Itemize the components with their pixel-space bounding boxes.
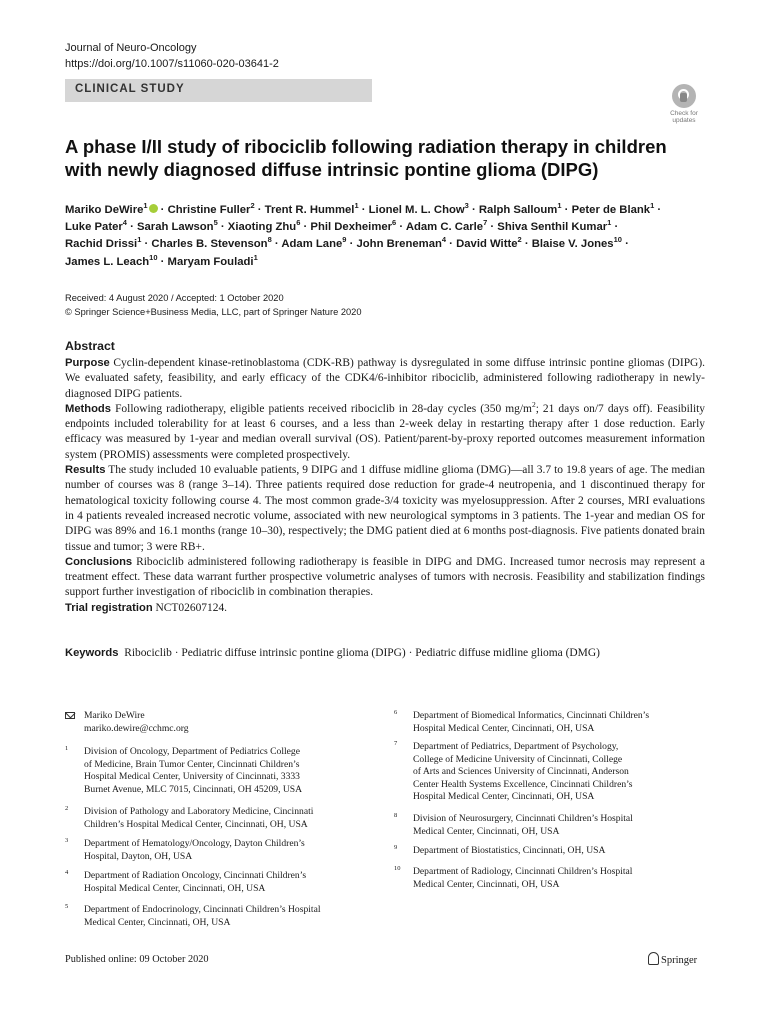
springer-horse-icon xyxy=(648,952,659,965)
abstract-methods: Methods Following radiotherapy, eligible patients received ribociclib in 28-day cycles (350 $mg/m^2$; 21 days on/7 days off). Feasibility endpoints included tolerability for at least 6 courses, and a less than 2-week delay in restarting therapy after 1 dose reduction. Early efficacy was measured by 1-year and median overall survival (OS). Patient/parent-by-proxy reported outcomes measurement information system (PROMIS) assessments were completed prospectively. xyxy=(65,400,706,461)
badge-text: Check for updates xyxy=(670,110,698,124)
author-affiliation-mark: 1 xyxy=(253,252,258,262)
affiliation-line: Hospital Medical Center, Cincinnati, OH, USA xyxy=(84,882,266,894)
affiliation-number: 2 xyxy=(65,805,69,812)
check-for-updates-badge[interactable] xyxy=(664,84,704,126)
abstract-trial-registration: Trial registration NCT02607124. xyxy=(65,601,228,614)
affiliation-number: 6 xyxy=(394,709,398,716)
orcid-icon[interactable] xyxy=(149,204,158,213)
affiliation-line: Department of Radiation Oncology, Cincinnati Children’s xyxy=(84,870,307,881)
affiliation-line: Department of Pediatrics, Department of Psychology, xyxy=(413,741,619,752)
affiliation-line: Hospital Medical Center, Cincinnati, OH, USA xyxy=(413,791,595,803)
affiliation-line: College of Medicine University of Cincinnati, College xyxy=(413,753,623,765)
author-name[interactable]: Xiaoting Zhu xyxy=(227,221,297,234)
affiliation-line: Children’s Hospital Medical Center, Cincinnati, OH, USA xyxy=(84,818,308,830)
copyright: © Springer Science+Business Media, LLC, part of Springer Nature 2020 xyxy=(65,307,362,317)
author-name[interactable]: Sarah Lawson xyxy=(136,221,214,234)
abstract-results: Results The study included 10 evaluable patients, 9 DIPG and 1 diffuse midline glioma (DMG)—all 3.7 to 19.8 years of age. The median number of courses was 8 (range 3–14). Three patients required dose reduction for grade-4 neutropenia, and 1 discontinued therapy for hematological toxicity following course 4. The most common grade-3/4 toxicity was myelosuppression. After 2 courses, MRI evaluations in 4 patients revealed increased necrotic volume, associated with new neurological symptoms in 3 patients. The 1-year and median OS for DIPG was 89% and 16.1 months (range 10–30), respectively; the DMG patient died at 6 months post-diagnosis. Five patients donated brain tissue and tumor; 3 were RB+. xyxy=(65,464,706,553)
author-affiliation-mark: 2 xyxy=(517,235,522,245)
keywords-label: Keywords xyxy=(65,647,119,659)
author-affiliation-mark: 1 xyxy=(143,201,148,211)
author-name[interactable]: Mariko DeWire xyxy=(65,204,144,216)
author-name[interactable]: Maryam Fouladi xyxy=(167,255,254,268)
keywords xyxy=(65,647,705,659)
affiliation-line: Hospital Medical Center, Cincinnati, OH, USA xyxy=(413,722,595,734)
publisher-name: Springer xyxy=(661,955,698,966)
received-accepted: Received: 4 August 2020 / Accepted: 1 October 2020 xyxy=(65,293,284,303)
affiliation-number: 1 xyxy=(65,745,69,752)
section-label: CLINICAL STUDY xyxy=(75,83,185,95)
abstract-conclusions: Conclusions Ribociclib administered following radiotherapy is feasible in DIPG and DMG. Increased tumor necrosis may represent a treatment effect. These data warrant further prospective volumetric analyses of tumors with necrosis. Feasibility and stabilization findings support further investigation of ribociclib in combination therapies. xyxy=(65,555,705,599)
author-affiliation-mark: 1 xyxy=(354,201,359,211)
affiliation-number: 4 xyxy=(65,869,69,876)
affiliation-number: 8 xyxy=(394,812,398,819)
author-name[interactable]: Ralph Salloum xyxy=(478,204,558,216)
affiliation-line: Department of Endocrinology, Cincinnati Children’s Hospital xyxy=(84,904,321,915)
affiliation-line: Hospital Medical Center, University of Cincinnati, 3333 xyxy=(84,771,300,783)
publisher-logo xyxy=(648,952,697,966)
envelope-icon xyxy=(65,712,75,719)
affiliation-number: 5 xyxy=(65,903,69,910)
journal-header xyxy=(65,40,279,72)
affiliation-line: of Medicine, Brain Tumor Center, Cincinnati Children’s xyxy=(84,758,300,770)
author-affiliation-mark: 6 xyxy=(296,218,301,228)
title-line-2: with newly diagnosed diffuse intrinsic pontine glioma (DIPG) xyxy=(65,159,599,180)
author-name[interactable]: Christine Fuller xyxy=(167,204,251,216)
author-affiliation-mark: 10 xyxy=(613,235,622,245)
abstract-heading: Abstract xyxy=(65,339,115,353)
author-name[interactable]: Phil Dexheimer xyxy=(310,221,393,234)
title-line-1: A phase I/II study of ribociclib following radiation therapy in children xyxy=(65,136,667,157)
author-affiliation-mark: 9 xyxy=(342,235,347,245)
author-name[interactable]: Shiva Senthil Kumar xyxy=(497,221,608,234)
abstract-body xyxy=(65,356,705,616)
affiliation-line: Medical Center, Cincinnati, OH, USA xyxy=(84,916,231,928)
correspondence-email[interactable]: mariko.dewire@cchmc.org xyxy=(84,722,189,734)
author-affiliation-mark: 4 xyxy=(441,235,447,245)
affiliation-line: Department of Hematology/Oncology, Dayton Children’s xyxy=(84,838,305,849)
affiliation-line: Department of Radiology, Cincinnati Children’s Hospital xyxy=(413,866,633,877)
affiliation-line: Division of Neurosurgery, Cincinnati Children’s Hospital xyxy=(413,813,633,824)
keywords-text: Ribociclib · Pediatric diffuse intrinsic pontine glioma (DIPG) · Pediatric diffuse midline glioma (DMG) xyxy=(124,647,600,659)
paper-title xyxy=(65,135,685,181)
section-bar xyxy=(65,79,372,102)
author-affiliation-mark: 1 xyxy=(650,201,655,211)
author-name[interactable]: James L. Leach xyxy=(65,255,150,268)
affiliation-number: 3 xyxy=(65,837,69,844)
author-name[interactable]: Trent R. Hummel xyxy=(264,204,355,216)
author-affiliation-mark: 1 xyxy=(137,235,142,245)
author-name[interactable]: Peter de Blank xyxy=(571,204,651,216)
author-name[interactable]: Adam Lane xyxy=(281,238,343,251)
author-affiliation-mark: 4 xyxy=(122,218,127,228)
affiliation-line: Medical Center, Cincinnati, OH, USA xyxy=(413,825,560,837)
author-affiliation-mark: 1 xyxy=(557,201,562,211)
author-affiliation-mark: 3 xyxy=(464,201,469,211)
author-name[interactable]: Rachid Drissi xyxy=(65,238,138,251)
affiliation-number: 7 xyxy=(394,740,398,747)
affiliation-line: Division of Pathology and Laboratory Medicine, Cincinnati xyxy=(84,806,314,817)
author-affiliation-mark: 10 xyxy=(149,252,158,262)
correspondence-name: Mariko DeWire xyxy=(84,710,145,721)
affiliation-line: Burnet Avenue, MLC 7015, Cincinnati, OH 45209, USA xyxy=(84,783,303,795)
published-online: Published online: 09 October 2020 xyxy=(65,954,209,965)
author-name[interactable]: Blaise V. Jones xyxy=(531,238,614,251)
author-name[interactable]: Luke Pater xyxy=(65,221,123,234)
correspondence xyxy=(65,710,395,740)
journal-name: Journal of Neuro-Oncology xyxy=(65,42,197,54)
author-affiliation-mark: 1 xyxy=(607,218,612,228)
author-name[interactable]: Charles B. Stevenson xyxy=(151,238,268,251)
author-affiliation-mark: 8 xyxy=(267,235,272,245)
affiliation-line: Hospital, Dayton, OH, USA xyxy=(84,850,193,862)
author-name[interactable]: Adam C. Carle xyxy=(405,221,484,234)
author-name[interactable]: Lionel M. L. Chow xyxy=(368,204,465,216)
affiliation-line: Medical Center, Cincinnati, OH, USA xyxy=(413,878,560,890)
author-affiliation-mark: 6 xyxy=(392,218,397,228)
affiliation-number: 10 xyxy=(394,865,401,872)
affiliation-line: Department of Biostatistics, Cincinnati, OH, USA xyxy=(413,845,606,856)
author-affiliation-mark: 7 xyxy=(483,218,488,228)
publication-dates xyxy=(65,291,362,319)
affiliation-line: Division of Oncology, Department of Pediatrics College xyxy=(84,746,300,757)
author-affiliation-mark: 5 xyxy=(213,218,218,228)
affiliation-number: 9 xyxy=(394,844,398,851)
author-name[interactable]: David Witte xyxy=(456,238,518,251)
author-list: Mariko DeWire$^1$ · Christine Fuller$^2$ · Trent R. Hummel$^1$ · Lionel M. L. Chow$^3$ · Ralph Salloum$^1$ · Peter de Blank$^1$ · Luke Pater$^4$ · Sarah Lawson$^5$ · Xiaoting Zhu$^6$ · Phil Dexheimer$^6$ · Adam C. Carle$^7$ · Shiva Senthil Kumar$^1$ · Rachid Drissi$^1$ · Charles B. Stevenson$^8$ · Adam Lane$^9$ · John Breneman$^4$ · David Witte$^2$ · Blaise V. Jones$^{10}$ · James L. Leach$^{10}$ · Maryam Fouladi$^1$ xyxy=(65,201,662,268)
affiliation-line: Department of Biomedical Informatics, Cincinnati Children’s xyxy=(413,710,650,721)
author-name[interactable]: John Breneman xyxy=(356,238,442,251)
affiliation-line: Center Health Systems Excellence, Cincinnati Children’s xyxy=(413,778,633,790)
author-affiliation-mark: 2 xyxy=(250,201,255,211)
affiliation-line: of Arts and Sciences University of Cincinnati, Anderson xyxy=(413,766,629,778)
doi-link[interactable]: https://doi.org/10.1007/s11060-020-03641-2 xyxy=(65,58,279,70)
abstract-purpose: Purpose Cyclin-dependent kinase-retinoblastoma (CDK-RB) pathway is dysregulated in some diffuse intrinsic pontine gliomas (DIPG). We evaluated safety, feasibility, and early efficacy of the CDK4/6-inhibitor ribociclib, administered following radiotherapy in newly-diagnosed DIPG patients. xyxy=(65,357,705,400)
check-for-updates-icon xyxy=(672,84,696,108)
